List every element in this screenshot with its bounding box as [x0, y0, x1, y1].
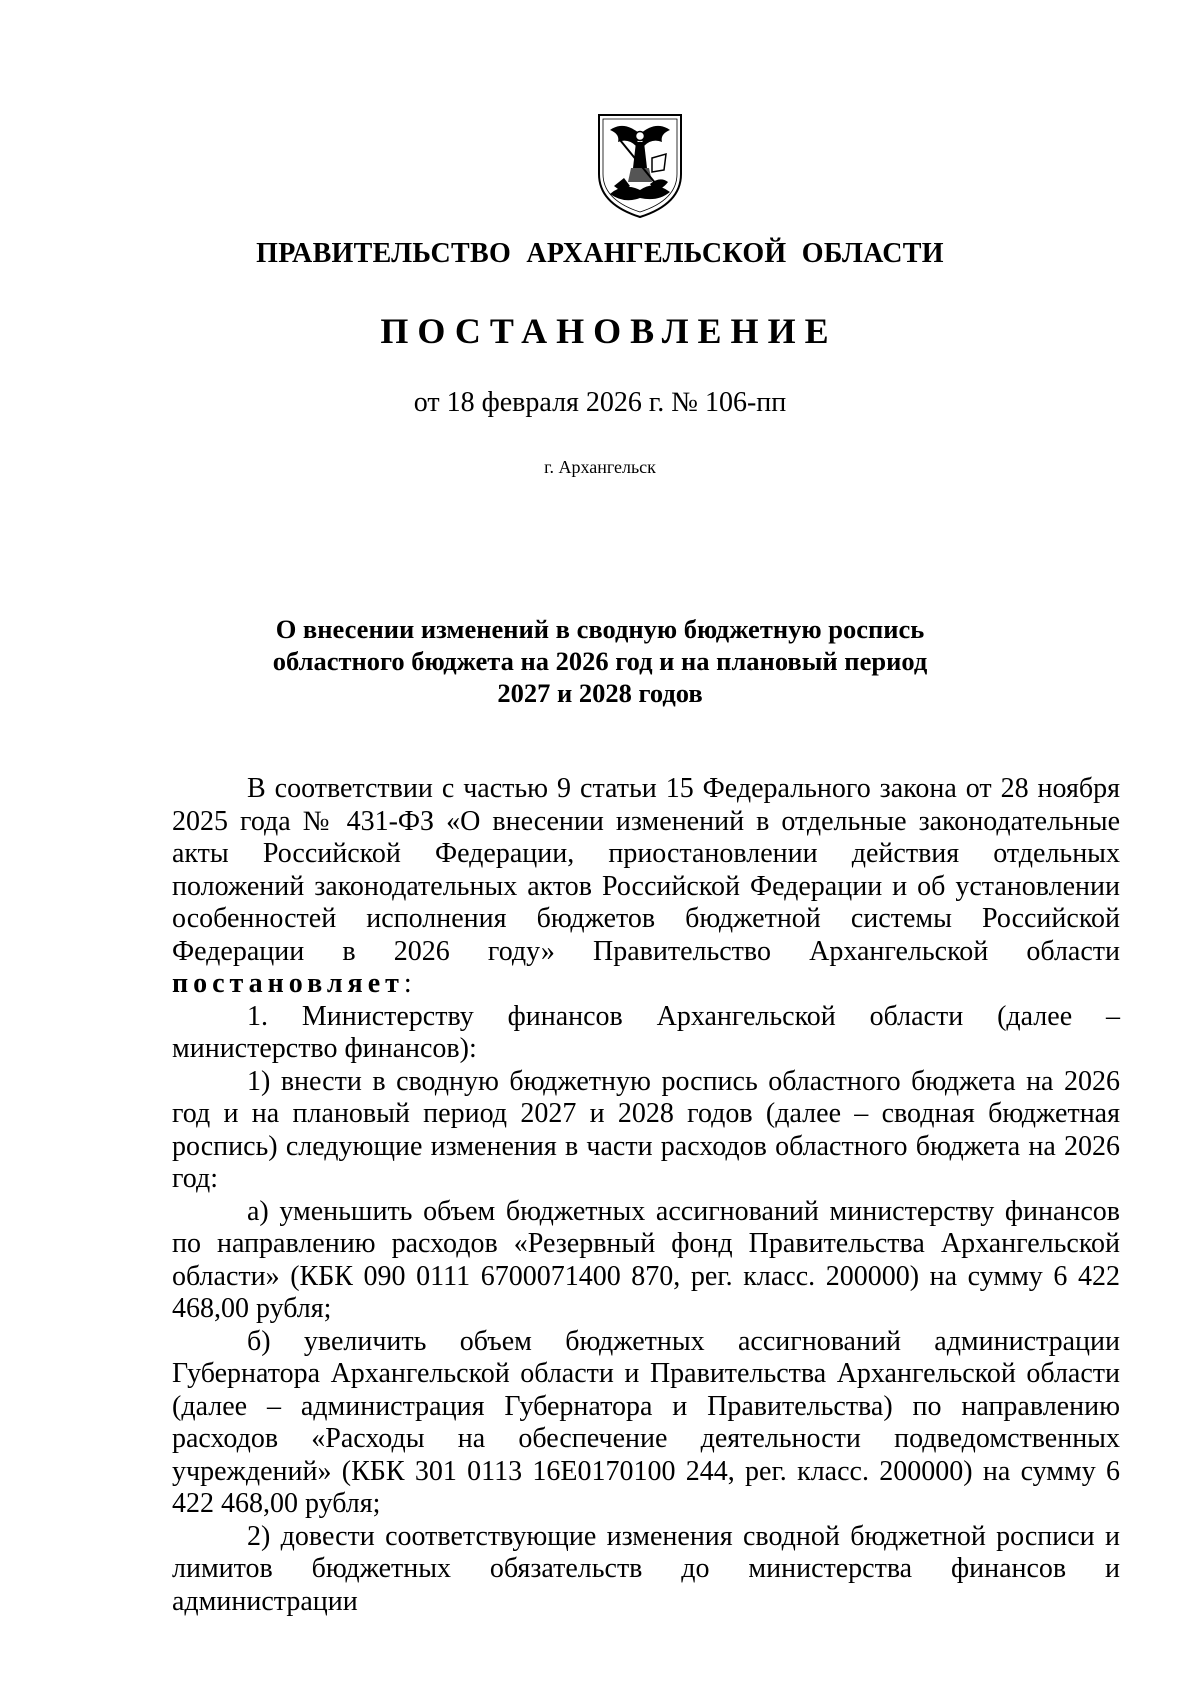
clause-1: 1. Министерству финансов Архангельской области (далее – министерство финансов):	[172, 1000, 1120, 1064]
clause-1-1-a: а) уменьшить объем бюджетных ассигнований министерству финансов по направлению расходов «Резервный фонд Правительства Архангельской области» (КБК 090 0111 6700071400 870, рег. класс. 200000) на сумму 6 422 468,00 рубля;	[172, 1195, 1120, 1324]
document-type: ПОСТАНОВЛЕНИЕ	[380, 311, 838, 351]
preamble-text: В соответствии с частью 9 статьи 15 Федерального закона от 28 ноября 2025 года № 431-ФЗ «О внесении изменений в отдельные законодательные акты Российской Федерации, приостановлении действия отдельных положений законодательных актов Российской Федерации и об установлении особенностей исполнения бюджетов бюджетной системы Российской Федерации в 2026 году» Правительство Архангельской области	[172, 773, 1120, 967]
preamble-colon: :	[403, 968, 412, 999]
title-line-1: О внесении изменений в сводную бюджетную роспись	[275, 614, 925, 644]
preamble-paragraph	[172, 773, 1120, 1001]
document-city: г. Архангельск	[544, 457, 656, 477]
title-line-2: областного бюджета на 2026 год и на плановый период	[272, 646, 928, 676]
clause-1-2: 2) довести соответствующие изменения сводной бюджетной росписи и лимитов бюджетных обязательств до министерства финансов и администрации	[172, 1520, 1120, 1617]
document-title	[270, 613, 930, 709]
clause-1-1: 1) внести в сводную бюджетную роспись областного бюджета на 2026 год и на плановый период 2027 и 2028 годов (далее – сводная бюджетная роспись) следующие изменения в части расходов областного бюджета на 2026 год:	[172, 1065, 1120, 1194]
organization-name: ПРАВИТЕЛЬСТВО АРХАНГЕЛЬСКОЙ ОБЛАСТИ	[256, 238, 944, 269]
document-date-number: от 18 февраля 2026 г. № 106-пп	[413, 387, 787, 418]
coat-of-arms-emblem	[596, 112, 684, 220]
clause-1-1-b: б) увеличить объем бюджетных ассигнований администрации Губернатора Архангельской области и Правительства Архангельской области (далее – администрация Губернатора и Правительства) по направлению расходов «Расходы на обеспечение деятельности подведомственных учреждений» (КБК 301 0113 16Е0170100 244, рег. класс. 200000) на сумму 6 422 468,00 рубля;	[172, 1325, 1120, 1519]
document-body	[172, 773, 1120, 1618]
resolves-keyword: постановляет	[172, 968, 404, 999]
title-line-3: 2027 и 2028 годов	[497, 678, 703, 708]
